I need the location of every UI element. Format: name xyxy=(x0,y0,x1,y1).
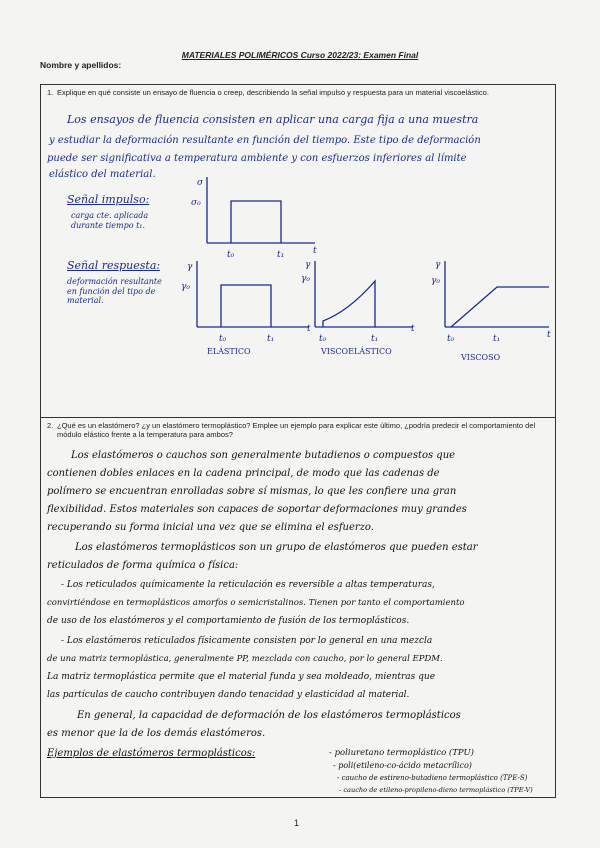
impulse-description: carga cte. aplicada durante tiempo t₁. xyxy=(71,211,149,230)
q1-answer-line-2: y estudiar la deformación resultante en función del tiempo. Este tipo de deformación xyxy=(49,135,481,146)
response-description: deformación resultante en función del tipo de material. xyxy=(67,277,162,305)
impulse-t1-label: t₁ xyxy=(277,250,285,260)
q2-answer-line-3: polímero se encuentran enrolladas sobre sí mismas, lo que les confiere una gran xyxy=(47,486,457,497)
response-title: Señal respuesta: xyxy=(67,259,161,272)
elastic-gamma-label: γ xyxy=(187,262,193,272)
q2-examples-heading: Ejemplos de elastómeros termoplásticos: xyxy=(47,748,256,759)
q2-example-1: - poliuretano termoplástico (TPU) xyxy=(329,748,474,758)
q2-answer-line-11: - Los elastómeros reticulados físicamente consisten por lo general en una mezcla xyxy=(61,636,433,646)
elastic-t1-label: t₁ xyxy=(267,334,275,344)
viscous-gamma0-label: γ₀ xyxy=(431,276,440,286)
q2-answer-line-2: contienen dobles enlaces en la cadena principal, de modo que las cadenas de xyxy=(47,468,440,479)
q2-answer-line-14: las partículas de caucho contribuyen dando tenacidad y elasticidad al material. xyxy=(47,690,410,700)
viscoelastic-signal xyxy=(323,281,375,327)
impulse-graph xyxy=(191,177,321,260)
elastic-gamma0-label: γ₀ xyxy=(181,282,190,292)
elastic-t0-label: t₀ xyxy=(219,334,227,344)
elastic-t-label: t xyxy=(307,324,311,334)
elastic-response-graph xyxy=(181,261,311,351)
impulse-sigma-label: σ xyxy=(197,178,204,188)
question-1-box xyxy=(40,84,556,418)
elastic-signal xyxy=(221,285,271,327)
viscoelastic-gamma0-label: γ₀ xyxy=(301,274,310,284)
page-number: 1 xyxy=(294,818,300,828)
q2-answer-line-15: En general, la capacidad de deformación de los elastómeros termoplásticos xyxy=(77,710,461,721)
question-2-number: 2. xyxy=(47,421,54,430)
q2-answer-line-10: de uso de los elastómeros y el comportamiento de fusión de los termoplásticos. xyxy=(47,616,410,626)
q2-answer-line-9: convirtiéndose en termoplásticos amorfos o semicristalinos. Tienen por tanto el comportamiento xyxy=(47,598,465,608)
q2-answer-line-16: es menor que la de los demás elastómeros. xyxy=(47,728,266,739)
exam-title: MATERIALES POLIMÉRICOS Curso 2022/23: Examen Final xyxy=(181,50,419,60)
viscous-response-graph xyxy=(431,260,555,351)
q1-answer-line-4: elástico del material. xyxy=(49,169,156,180)
viscous-signal xyxy=(451,287,549,327)
q2-answer-line-6: Los elastómeros termoplásticos son un grupo de elastómeros que pueden estar xyxy=(75,542,478,553)
q2-example-3: - caucho de estireno-butadieno termoplástico (TPE-S) xyxy=(337,774,528,782)
q2-example-2: - poli(etileno-co-ácido metacrílico) xyxy=(333,761,472,770)
viscoelastic-gamma-label: γ xyxy=(305,260,311,270)
impulse-title: Señal impulso: xyxy=(67,193,150,206)
impulse-t0-label: t₀ xyxy=(227,250,235,260)
q2-answer-line-4: flexibilidad. Estos materiales son capaces de soportar deformaciones muy grandes xyxy=(47,504,467,515)
name-label: Nombre y apellidos: xyxy=(40,60,122,70)
question-2-box xyxy=(40,418,556,798)
impulse-sigma0-label: σ₀ xyxy=(191,198,201,208)
viscoelastic-response-graph xyxy=(301,260,419,351)
viscous-t-label: t xyxy=(547,330,551,340)
question-2-text: ¿Qué es un elastómero? ¿y un elastómero termoplástico? Emplee un ejemplo para explicar este último, ¿podría predecir el comportamiento del módulo elástico frente a la temperatura para ambos? xyxy=(57,421,536,439)
viscous-t0-label: t₀ xyxy=(447,334,455,344)
viscous-label: VISCOSO xyxy=(461,353,501,362)
q2-answer-line-13: La matriz termoplástica permite que el material funda y sea moldeado, mientras que xyxy=(47,672,436,682)
viscous-t1-label: t₁ xyxy=(493,334,501,344)
viscoelastic-label: VISCOELÁSTICO xyxy=(321,347,392,356)
q1-answer-line-3: puede ser significativa a temperatura ambiente y con esfuerzos inferiores al límite xyxy=(47,153,467,164)
q2-answer-line-12: de una matriz termoplástica, generalmente PP, mezclada con caucho, por lo general EPDM. xyxy=(47,654,443,664)
impulse-signal xyxy=(231,201,281,243)
q2-example-4: - caucho de etileno-propileno-dieno termoplástico (TPE-V) xyxy=(339,786,533,794)
impulse-t-label: t xyxy=(313,246,317,256)
q2-answer-line-8: - Los reticulados químicamente la reticulación es reversible a altas temperaturas, xyxy=(61,580,435,590)
elastic-label: ELÁSTICO xyxy=(207,347,251,356)
question-1-text: Explique en qué consiste un ensayo de fluencia o creep, describiendo la señal impulso y respuesta para un material viscoelástico. xyxy=(57,88,489,97)
viscoelastic-t1-label: t₁ xyxy=(371,334,379,344)
q2-answer-line-5: recuperando su forma inicial una vez que se elimina el esfuerzo. xyxy=(47,522,374,533)
q2-answer-line-1: Los elastómeros o cauchos son generalmente butadienos o compuestos que xyxy=(71,450,456,461)
viscous-gamma-label: γ xyxy=(435,260,441,270)
viscoelastic-t0-label: t₀ xyxy=(319,334,327,344)
q1-answer-line-1: Los ensayos de fluencia consisten en aplicar una carga fija a una muestra xyxy=(67,113,479,126)
viscoelastic-t-label: t xyxy=(411,324,415,334)
question-1-number: 1. xyxy=(47,88,54,97)
q2-answer-line-7: reticulados de forma química o física: xyxy=(47,560,239,571)
